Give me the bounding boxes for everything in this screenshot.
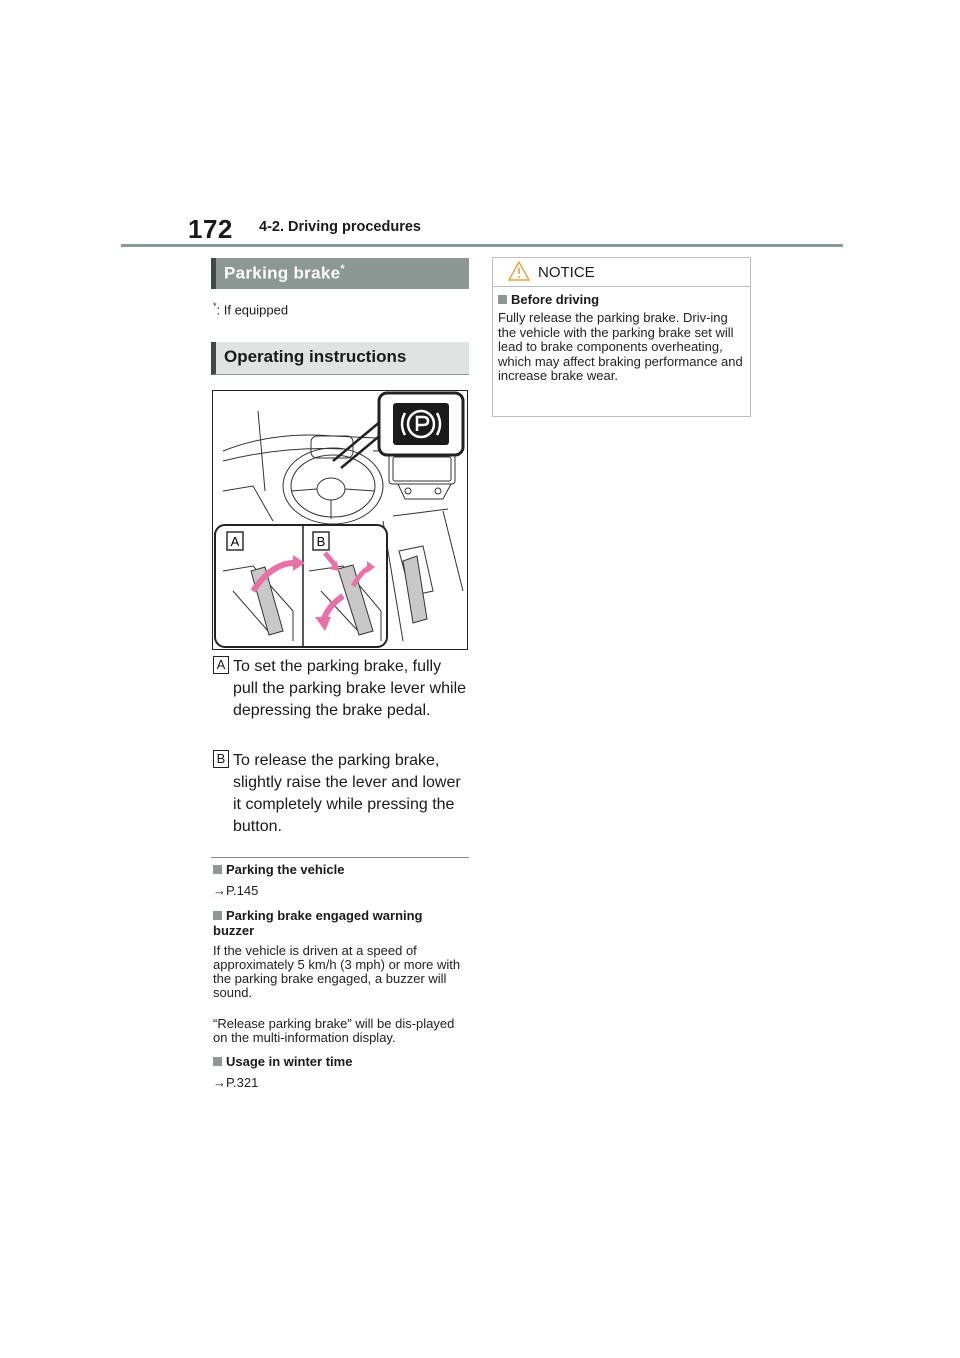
- step-a-text: To set the parking brake, fully pull the parking brake lever while depressing the brake pedal.: [233, 658, 467, 719]
- note-body-winter: →P.321: [213, 1075, 259, 1090]
- section-label: 4-2. Driving procedures: [259, 219, 421, 235]
- square-bullet-icon: [213, 911, 222, 920]
- notice-heading-text: Before driving: [511, 292, 600, 307]
- title-text: Parking brake: [224, 263, 341, 283]
- figure-label-a: A: [230, 534, 240, 549]
- note-body-buzzer-2: “Release parking brake” will be dis-played on the multi-information display.: [213, 1016, 455, 1045]
- page-title: [211, 258, 469, 289]
- note-heading-text: Usage in winter time: [226, 1054, 353, 1069]
- notice-heading: [498, 292, 599, 307]
- note-heading-text: Parking brake engaged warning buzzer: [213, 908, 423, 938]
- step-b-text: To release the parking brake, slightly raise the lever and lower it completely while pressing the button.: [233, 752, 461, 835]
- note-heading-parking: [213, 862, 463, 877]
- step-b-tag: B: [213, 750, 229, 768]
- title-asterisk: *: [340, 263, 345, 275]
- note-heading-buzzer: [213, 908, 463, 938]
- parking-brake-illustration: [213, 391, 467, 649]
- note-body-parking: →P.145: [213, 883, 259, 898]
- square-bullet-icon: [213, 1057, 222, 1066]
- step-a-tag: A: [213, 656, 229, 674]
- equipped-asterisk: *: [213, 301, 217, 311]
- notes-divider: [211, 857, 469, 858]
- warning-triangle-icon: [507, 260, 531, 282]
- header-rule: [121, 244, 843, 247]
- subsection-title: Operating instructions: [211, 342, 469, 375]
- note-body-buzzer-1: If the vehicle is driven at a speed of approximately 5 km/h (3 mph) or more with the parking brake engaged, a buzzer will sound.: [213, 943, 461, 1000]
- square-bullet-icon: [213, 865, 222, 874]
- equipped-note: [213, 301, 288, 317]
- notice-title: NOTICE: [538, 264, 595, 281]
- parking-brake-figure: [212, 390, 468, 650]
- figure-label-b: B: [316, 534, 326, 549]
- equipped-text: : If equipped: [216, 302, 289, 318]
- note-heading-text: Parking the vehicle: [226, 862, 345, 877]
- page-number: 172: [188, 214, 233, 244]
- note-heading-winter: [213, 1054, 463, 1069]
- notice-text: Fully release the parking brake. Driv-ing the vehicle with the parking brake set will lead to brake components overheating, which may affect braking performance and increase brake wear.: [498, 310, 743, 383]
- square-bullet-icon: [498, 295, 507, 304]
